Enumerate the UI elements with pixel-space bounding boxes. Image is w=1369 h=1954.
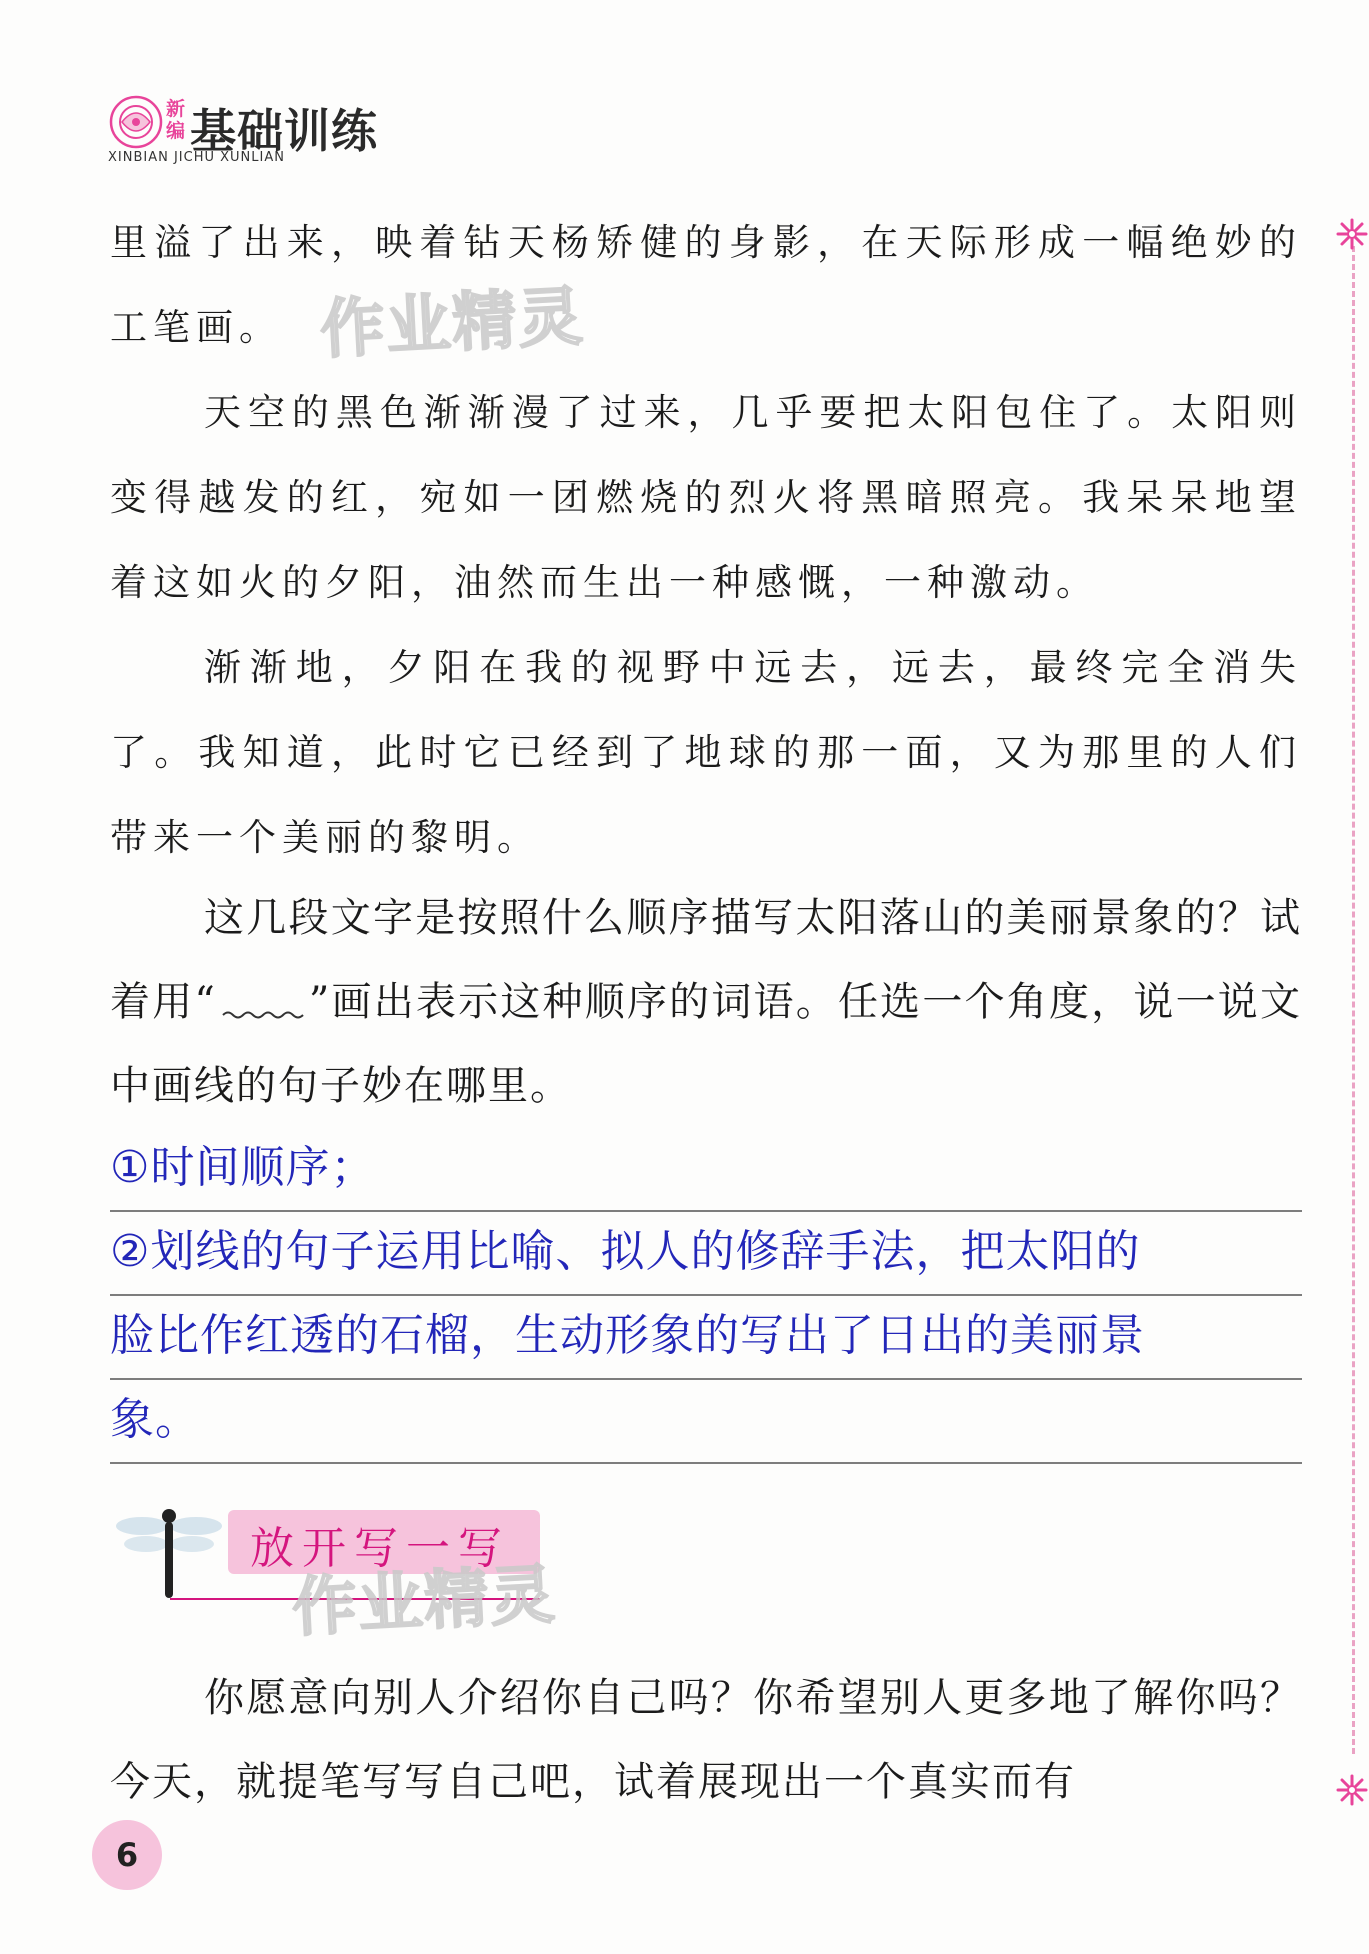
wavy-underline-icon	[217, 989, 309, 1019]
writing-prompt: 你愿意向别人介绍你自己吗？你希望别人更多地了解你吗？今天，就提笔写写自己吧，试着展现出一个真实而有	[110, 1675, 1302, 1805]
page-number: 6	[115, 1836, 139, 1874]
section-title: 放开写一写	[250, 1523, 510, 1574]
logo-icon	[108, 94, 164, 150]
margin-dashed-rule	[1352, 246, 1355, 1754]
answer-line: ①时间顺序；	[110, 1126, 1302, 1212]
passage-paragraph: 渐渐地，夕阳在我的视野中远去，远去，最终完全消失了。我知道，此时它已经到了地球的那一面，又为那里的人们带来一个美丽的黎明。	[110, 646, 1302, 859]
question-text-part2: ”画出表示这种顺序的词语。任选一个角度，说一说文中画线的句子妙在哪里。	[110, 979, 1302, 1109]
flower-icon	[1334, 1772, 1369, 1808]
answer-line: ②划线的句子运用比喻、拟人的修辞手法，把太阳的	[110, 1210, 1302, 1296]
passage-paragraph: 里溢了出来，映着钻天杨矫健的身影，在天际形成一幅绝妙的工笔画。	[110, 221, 1302, 349]
dragonfly-icon	[114, 1496, 224, 1606]
flower-icon	[1334, 216, 1369, 252]
passage-paragraph: 天空的黑色渐渐漫了过来，几乎要把太阳包住了。太阳则变得越发的红，宛如一团燃烧的烈火将黑暗照亮。我呆呆地望着这如火的夕阳，油然而生出一种感慨，一种激动。	[110, 391, 1302, 604]
watermark: 作业精灵	[318, 280, 587, 368]
question-text	[110, 876, 1302, 1128]
brand-new-label: 新编	[166, 98, 186, 142]
answer-line: 象。	[110, 1378, 1302, 1464]
answer-line: 脸比作红透的石榴，生动形象的写出了日出的美丽景	[110, 1294, 1302, 1380]
watermark: 作业精灵	[290, 1558, 559, 1646]
brand-pinyin: XINBIAN JICHU XUNLIAN	[108, 150, 285, 165]
brand-title: 基础训练	[190, 104, 378, 158]
question-text-part1: 这几段文字是按照什么顺序描写太阳落山的美丽景象的？试着用“	[110, 895, 1302, 1025]
